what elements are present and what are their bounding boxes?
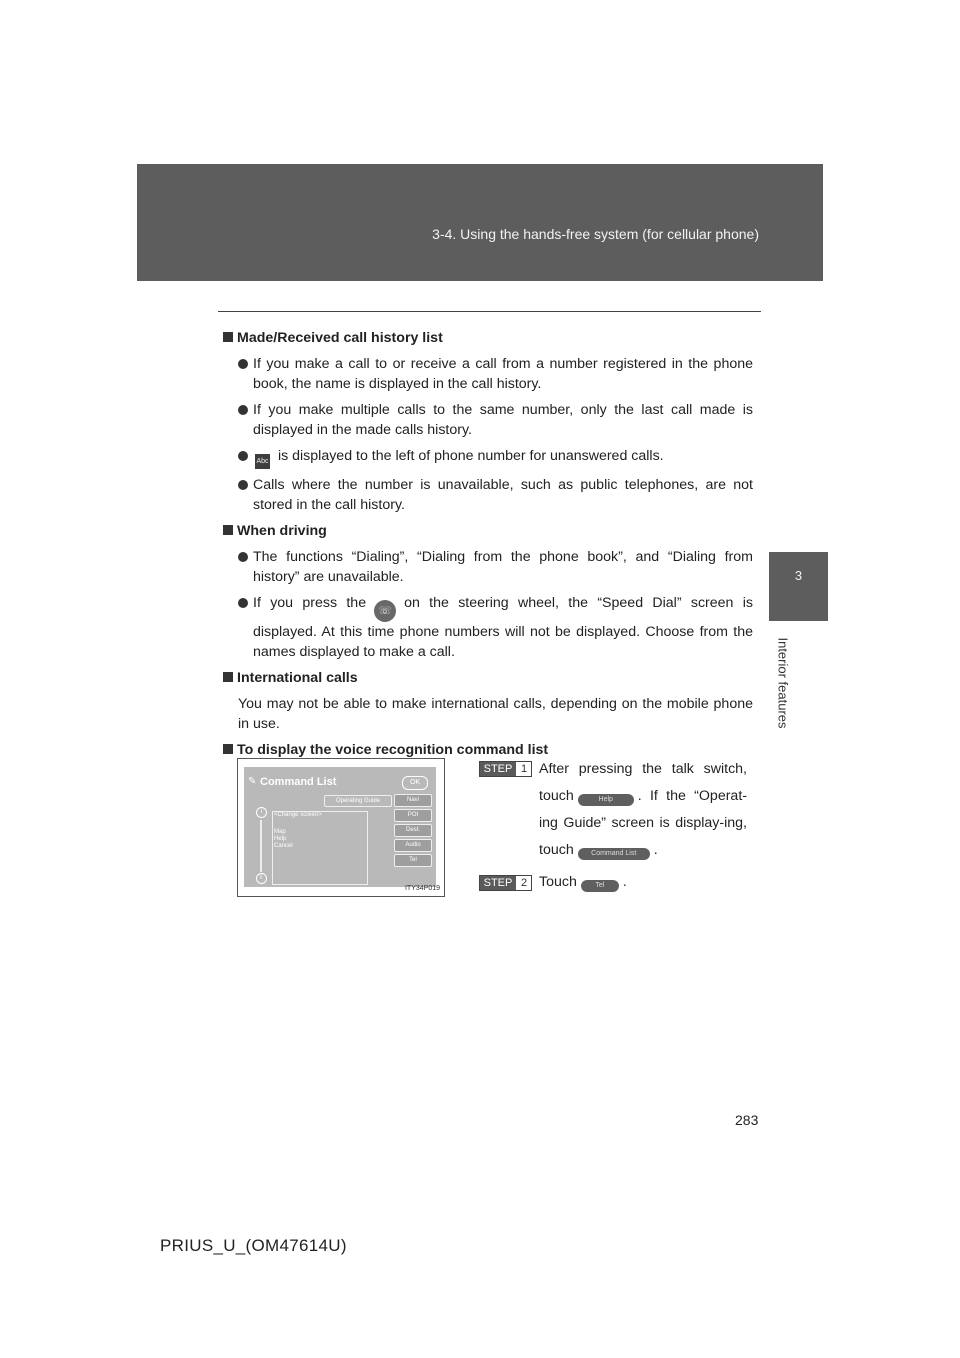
- operating-guide-button[interactable]: Operating Guide: [324, 795, 392, 807]
- bullet-dot-icon: [238, 405, 248, 415]
- bullet-dot-icon: [238, 598, 248, 608]
- missed-call-icon: Abc: [255, 454, 270, 469]
- square-bullet-icon: [223, 525, 233, 535]
- screen-title: Command List: [260, 776, 337, 788]
- bullet-text: If you press the: [253, 595, 367, 611]
- bullet-item: [223, 475, 753, 515]
- audio-button[interactable]: Audio: [394, 839, 432, 852]
- list-item[interactable]: Map: [274, 829, 286, 835]
- help-button-image: Help: [578, 794, 634, 806]
- chapter-label-text: Interior features: [775, 637, 791, 729]
- bullet-dot-icon: [238, 359, 248, 369]
- bullet-text: is displayed to the left of phone number for unanswered calls.: [277, 448, 664, 464]
- section-heading-history: [223, 328, 753, 348]
- wrench-icon: ✎: [248, 776, 257, 787]
- document-code: PRIUS_U_(OM47614U): [160, 1236, 347, 1255]
- scroll-down-icon[interactable]: ⇩: [256, 873, 267, 884]
- bullet-text: If you make multiple calls to the same number, only the last call made is displayed in the made calls history.: [253, 402, 753, 438]
- command-list-button-image: Command List: [578, 848, 650, 860]
- square-bullet-icon: [223, 672, 233, 682]
- bullet-text: The functions “Dialing”, “Dialing from the phone book”, and “Dialing from history” are unavailable.: [253, 549, 753, 585]
- tel-button-image: Tel: [581, 880, 619, 892]
- bullet-dot-icon: [238, 451, 248, 461]
- section-heading-international: [223, 668, 753, 688]
- chapter-number: 3: [794, 568, 803, 583]
- bullet-item: [223, 593, 753, 662]
- scrollbar[interactable]: [260, 820, 262, 872]
- ok-button[interactable]: OK: [402, 776, 428, 790]
- poi-button[interactable]: POI: [394, 809, 432, 822]
- dest-button[interactable]: Dest.: [394, 824, 432, 837]
- step-text: .: [622, 874, 627, 890]
- step-text: Touch: [539, 874, 577, 890]
- heading-text: International calls: [237, 670, 358, 686]
- figure-code: ITY34P019: [404, 885, 440, 892]
- square-bullet-icon: [223, 332, 233, 342]
- list-item: <Change screen>: [274, 812, 322, 818]
- bullet-dot-icon: [238, 552, 248, 562]
- bullet-item: [223, 446, 753, 469]
- screen-display: [244, 767, 436, 887]
- page-number: 283: [735, 1112, 759, 1128]
- step-badge: [479, 875, 532, 891]
- step-number: 2: [520, 877, 528, 889]
- heading-text: Made/Received call history list: [237, 330, 443, 346]
- step-2-text: [539, 869, 747, 896]
- bullet-item: [223, 547, 753, 587]
- list-item[interactable]: Help: [274, 836, 287, 842]
- chapter-tab: [769, 552, 828, 621]
- tel-button[interactable]: Tel: [394, 854, 432, 867]
- step-badge: [479, 761, 532, 777]
- header-bar: [137, 164, 823, 281]
- bullet-dot-icon: [238, 480, 248, 490]
- step-text: .: [653, 842, 658, 858]
- divider: [218, 311, 761, 312]
- section-heading-driving: [223, 521, 753, 541]
- heading-text: When driving: [237, 523, 327, 539]
- bullet-text: Calls where the number is unavailable, such as public telephones, are not stored in the call history.: [253, 477, 753, 513]
- bullet-item: [223, 354, 753, 394]
- navi-button[interactable]: Navi: [394, 794, 432, 807]
- step-label: STEP: [480, 876, 516, 890]
- phone-off-hook-icon: ☏: [374, 600, 396, 622]
- square-bullet-icon: [223, 744, 233, 754]
- step-label: STEP: [480, 762, 516, 776]
- chapter-title: 3-4. Using the hands-free system (for cellular phone): [432, 226, 759, 242]
- list-item[interactable]: Cancel: [274, 843, 293, 849]
- bullet-item: [223, 400, 753, 440]
- step-text: After pressing the talk switch, touch: [539, 761, 747, 804]
- step-number: 1: [520, 763, 528, 775]
- info-icon: i: [256, 807, 267, 818]
- step-1-text: [539, 756, 747, 864]
- bullet-text: If you make a call to or receive a call from a number registered in the phone book, the name is displayed in the call history.: [253, 356, 753, 392]
- paragraph: You may not be able to make international calls, depending on the mobile phone in use.: [238, 696, 753, 732]
- heading-text: To display the voice recognition command list: [237, 742, 549, 758]
- page-content: [223, 328, 753, 766]
- step-text: . If the “Operat-ing Guide” screen is display-ing, touch: [539, 788, 747, 858]
- command-list-screenshot: [237, 758, 445, 897]
- chapter-label: [770, 628, 796, 738]
- bullet-text: on the steering wheel, the “Speed Dial” screen is displayed. At this time phone numbers will not be displayed. Choose from the names displayed to make a call.: [253, 595, 753, 660]
